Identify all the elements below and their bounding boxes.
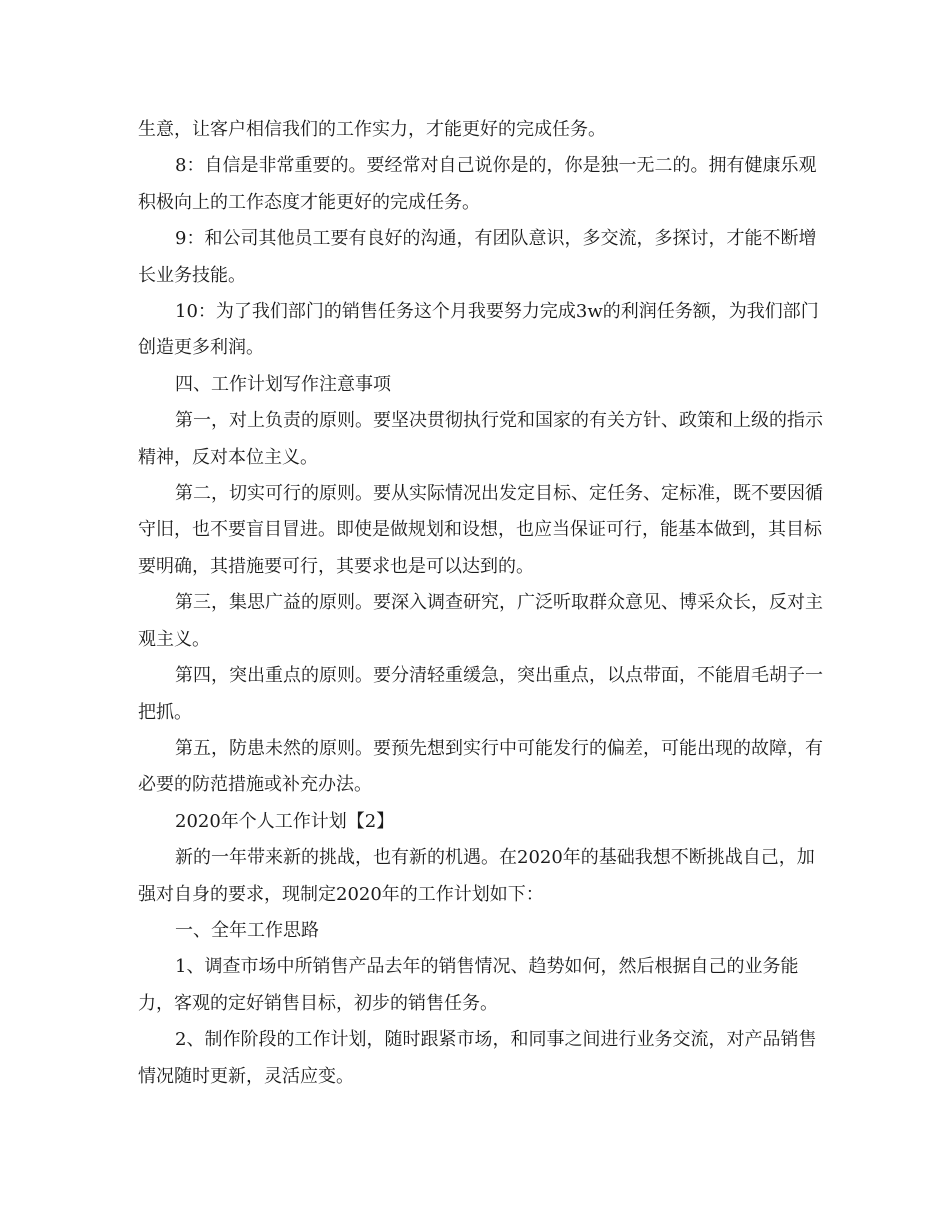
paragraph-principle-2: 第二，切实可行的原则。要从实际情况出发定目标、定任务、定标准，既不要因循守旧，也不要盲目冒进。即使是做规划和设想，也应当保证可行，能基本做到，其目标要明确，其措施要可行，其要求也是可以达到的。 xyxy=(138,483,823,577)
paragraph-item-8: 8：自信是非常重要的。要经常对自己说你是的，你是独一无二的。拥有健康乐观积极向上的工作态度才能更好的完成任务。 xyxy=(138,155,817,213)
paragraph-principle-4: 第四，突出重点的原则。要分清轻重缓急，突出重点，以点带面，不能眉毛胡子一把抓。 xyxy=(138,665,823,723)
paragraph-continuation: 生意，让客户相信我们的工作实力，才能更好的完成任务。 xyxy=(138,119,606,140)
paragraph-intro: 新的一年带来新的挑战，也有新的机遇。在2020年的基础我想不断挑战自己，加强对自身的要求，现制定2020年的工作计划如下： xyxy=(138,847,815,905)
paragraph-principle-3: 第三，集思广益的原则。要深入调查研究，广泛听取群众意见、博采众长，反对主观主义。 xyxy=(138,592,823,650)
paragraph-item-9: 9：和公司其他员工要有良好的沟通，有团队意识，多交流，多探讨，才能不断增长业务技能。 xyxy=(138,228,817,286)
paragraph-principle-5: 第五，防患未然的原则。要预先想到实行中可能发行的偏差，可能出现的故障，有必要的防范措施或补充办法。 xyxy=(138,737,823,796)
paragraph-principle-1: 第一，对上负责的原则。要坚决贯彻执行党和国家的有关方针、政策和上级的指示精神，反对本位主义。 xyxy=(138,410,823,468)
section-heading-notes: 四、工作计划写作注意事项 xyxy=(175,373,391,395)
document-subtitle: 2020年个人工作计划【2】 xyxy=(175,810,395,832)
section-heading-approach: 一、全年工作思路 xyxy=(175,919,319,941)
document-page xyxy=(138,112,828,1095)
paragraph-item-10: 10：为了我们部门的销售任务这个月我要努力完成3w的利润任务额，为我们部门创造更多利润。 xyxy=(138,301,819,359)
paragraph-approach-2: 2、制作阶段的工作计划，随时跟紧市场，和同事之间进行业务交流，对产品销售情况随时更新，灵活应变。 xyxy=(138,1029,817,1087)
paragraph-approach-1: 1、调查市场中所销售产品去年的销售情况、趋势如何，然后根据自己的业务能力，客观的定好销售目标，初步的销售任务。 xyxy=(138,956,799,1014)
